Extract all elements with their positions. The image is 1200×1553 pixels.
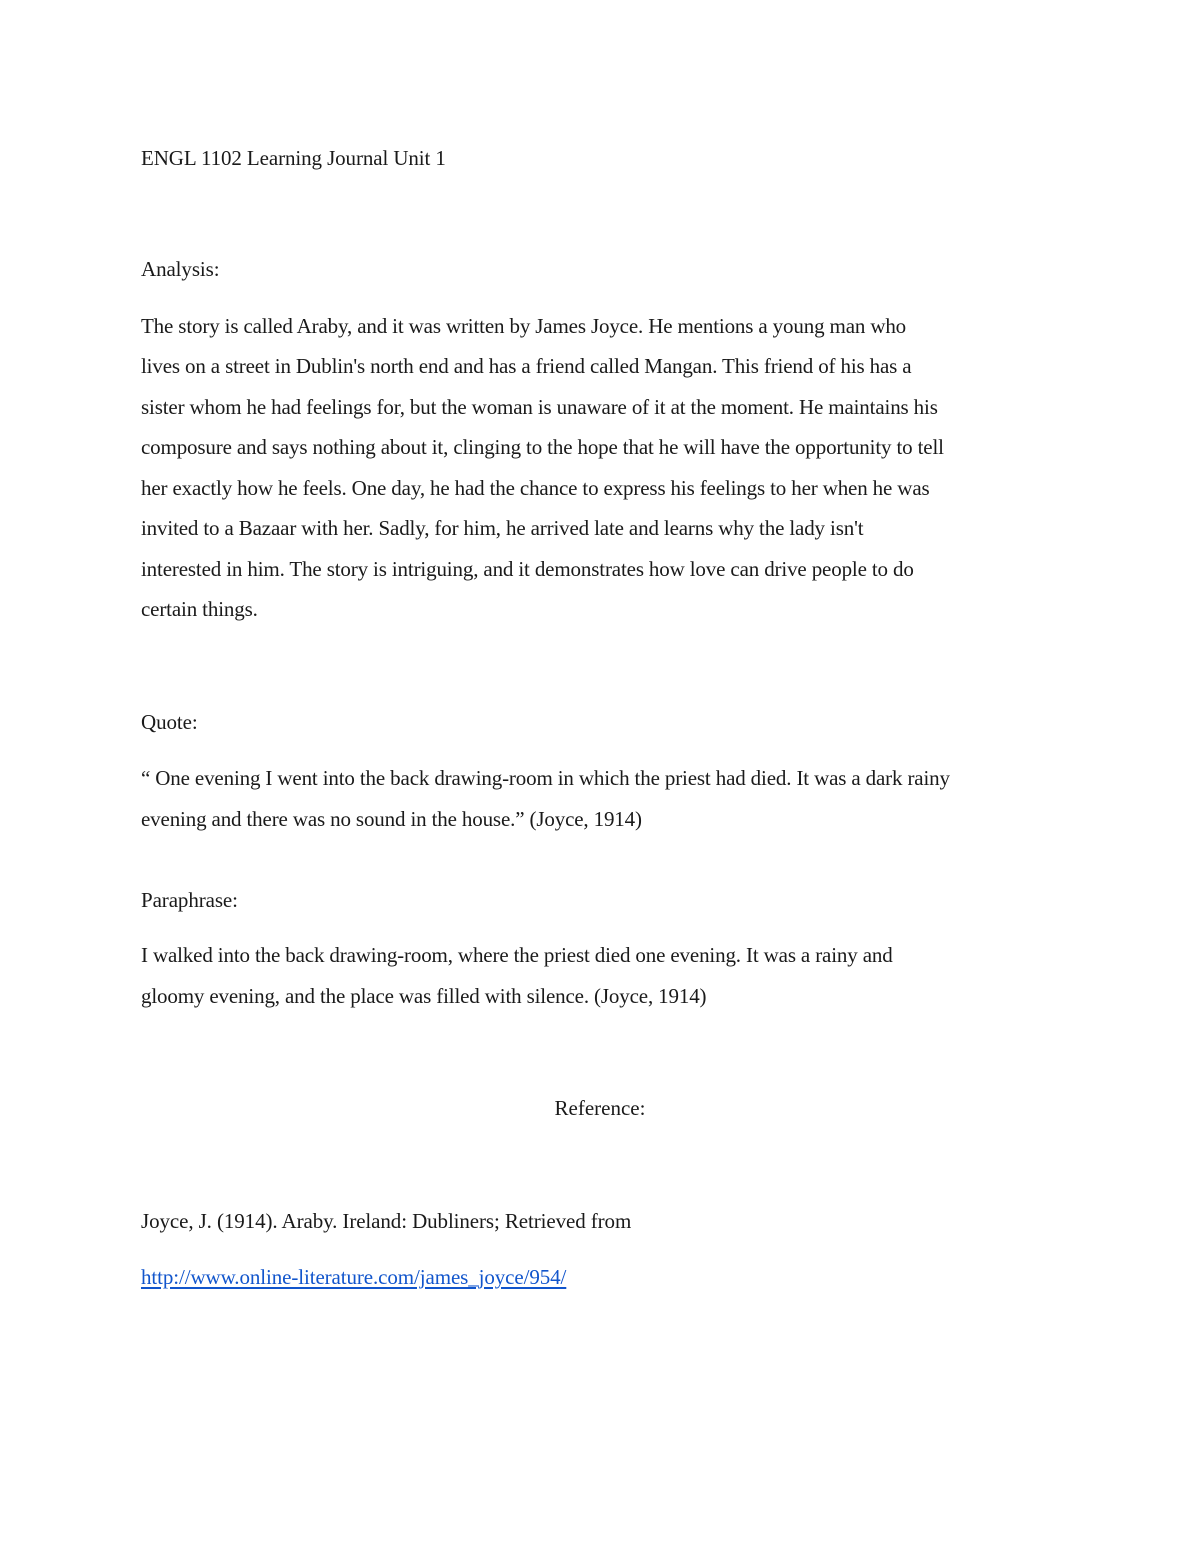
reference-heading: Reference: [554, 1096, 646, 1120]
reference-citation: Joyce, J. (1914). Araby. Ireland: Dubliners; Retrieved from [141, 1209, 632, 1233]
analysis-line: lives on a street in Dublin's north end and has a friend called Mangan. This friend of his has a [141, 354, 912, 378]
quote-heading: Quote: [141, 710, 198, 734]
quote-line: “ One evening I went into the back drawing-room in which the priest had died. It was a dark rainy [141, 766, 950, 790]
analysis-heading: Analysis: [141, 257, 220, 281]
analysis-line: The story is called Araby, and it was written by James Joyce. He mentions a young man who [141, 314, 907, 338]
reference-link[interactable]: http://www.online-literature.com/james_joyce/954/ [141, 1265, 567, 1289]
analysis-line: composure and says nothing about it, clinging to the hope that he will have the opportunity to tell [141, 435, 944, 459]
analysis-line: interested in him. The story is intriguing, and it demonstrates how love can drive people to do [141, 557, 914, 581]
analysis-line: sister whom he had feelings for, but the woman is unaware of it at the moment. He maintains his [141, 395, 938, 419]
quote-line: evening and there was no sound in the house.” (Joyce, 1914) [141, 807, 642, 831]
analysis-line: certain things. [141, 597, 258, 621]
document-title: ENGL 1102 Learning Journal Unit 1 [141, 146, 446, 170]
analysis-line: invited to a Bazaar with her. Sadly, for him, he arrived late and learns why the lady isn't [141, 516, 864, 540]
paraphrase-heading: Paraphrase: [141, 888, 238, 912]
analysis-line: her exactly how he feels. One day, he had the chance to express his feelings to her when he was [141, 476, 930, 500]
paraphrase-line: gloomy evening, and the place was filled with silence. (Joyce, 1914) [141, 984, 707, 1008]
paraphrase-line: I walked into the back drawing-room, where the priest died one evening. It was a rainy and [141, 943, 893, 967]
